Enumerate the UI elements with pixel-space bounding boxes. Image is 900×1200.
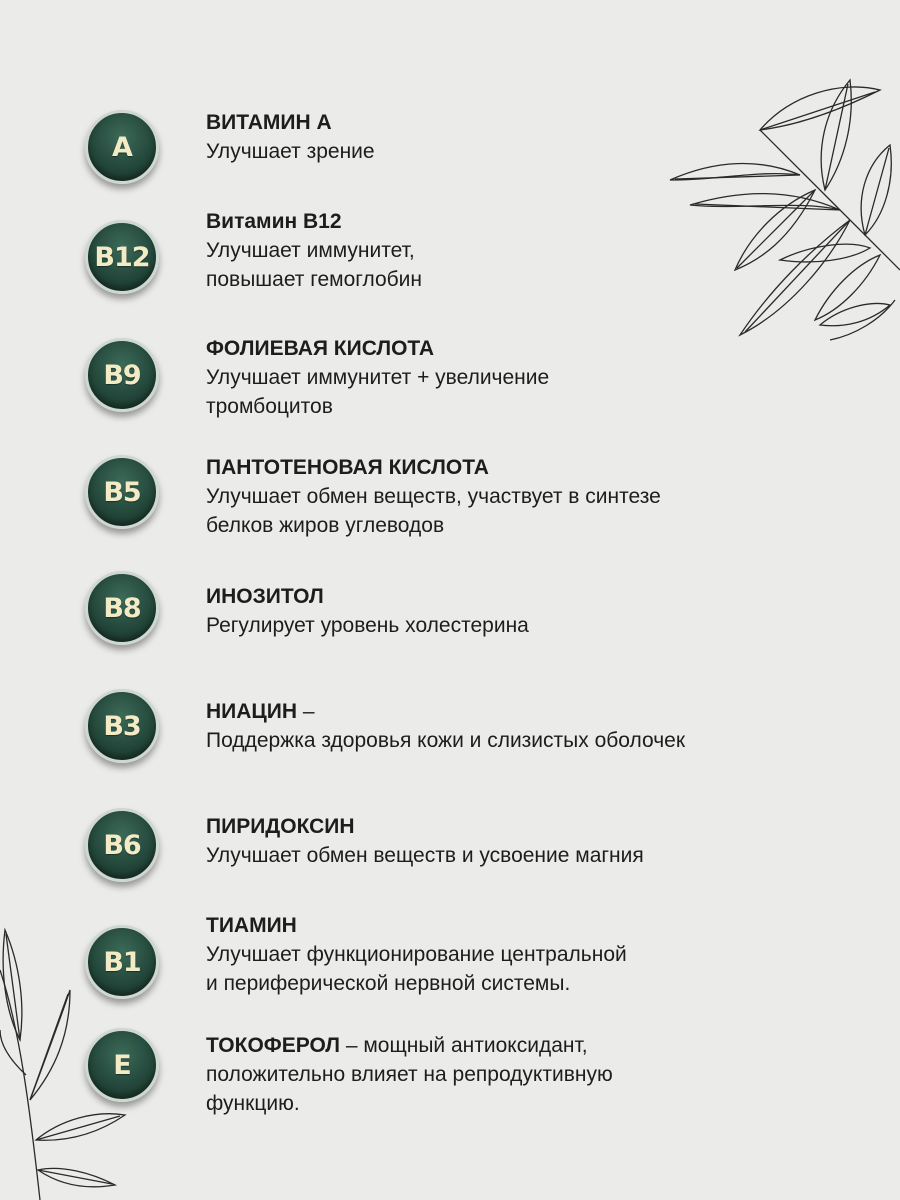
vitamin-text	[206, 334, 826, 421]
vitamin-description: Улучшает обмен веществ, участвует в синтезе	[206, 485, 661, 508]
vitamin-badge	[85, 808, 159, 882]
badge-label: B12	[94, 241, 150, 273]
badge-label: B6	[103, 829, 141, 861]
badge-label: E	[113, 1049, 131, 1081]
vitamin-badge	[85, 1028, 159, 1102]
badge-label: B3	[103, 710, 141, 742]
vitamin-description: Улучшает иммунитет + увеличение	[206, 366, 550, 389]
badge-label: B9	[103, 359, 141, 391]
badge-label: B1	[103, 946, 141, 978]
vitamin-name: ВИТАМИН А	[206, 111, 332, 134]
vitamin-badge	[85, 110, 159, 184]
badge-label: B8	[103, 592, 141, 624]
vitamin-separator: – мощный антиоксидант,	[340, 1034, 588, 1057]
vitamin-description: положительно влияет на репродуктивную	[206, 1063, 613, 1086]
vitamin-separator: –	[297, 700, 315, 723]
vitamin-name: ФОЛИЕВАЯ КИСЛОТА	[206, 337, 435, 360]
vitamin-name: ТИАМИН	[206, 914, 297, 937]
vitamin-description: повышает гемоглобин	[206, 268, 422, 291]
vitamin-name: ПИРИДОКСИН	[206, 815, 355, 838]
vitamin-description: и периферической нервной системы.	[206, 972, 571, 995]
vitamin-text	[206, 453, 826, 540]
vitamin-text	[206, 582, 826, 640]
vitamin-name: НИАЦИН	[206, 700, 298, 723]
vitamin-text	[206, 812, 826, 870]
vitamin-text	[206, 911, 826, 998]
vitamin-description: тромбоцитов	[206, 395, 333, 418]
vitamin-description: функцию.	[206, 1092, 300, 1115]
vitamin-description: Улучшает иммунитет,	[206, 239, 415, 262]
badge-label: B5	[103, 476, 141, 508]
vitamin-name: Витамин B12	[206, 210, 342, 233]
vitamin-badge	[85, 689, 159, 763]
vitamin-name: ИНОЗИТОЛ	[206, 585, 324, 608]
vitamin-description: Улучшает функционирование центральной	[206, 943, 627, 966]
vitamin-text	[206, 207, 826, 294]
vitamin-description: Поддержка здоровья кожи и слизистых оболочек	[206, 729, 686, 752]
vitamin-description: Регулирует уровень холестерина	[206, 614, 529, 637]
vitamin-badge	[85, 571, 159, 645]
vitamin-text	[206, 697, 826, 755]
vitamin-description: белков жиров углеводов	[206, 514, 445, 537]
vitamin-name: ПАНТОТЕНОВАЯ КИСЛОТА	[206, 456, 489, 479]
vitamin-badge	[85, 925, 159, 999]
vitamin-description: Улучшает обмен веществ и усвоение магния	[206, 844, 644, 867]
vitamin-badge	[85, 455, 159, 529]
vitamin-name: ТОКОФЕРОЛ	[206, 1034, 340, 1057]
vitamin-badge	[85, 220, 159, 294]
vitamin-description: Улучшает зрение	[206, 140, 375, 163]
vitamin-text	[206, 1031, 826, 1118]
badge-label: A	[112, 131, 132, 163]
vitamin-text	[206, 108, 826, 166]
vitamin-badge	[85, 338, 159, 412]
